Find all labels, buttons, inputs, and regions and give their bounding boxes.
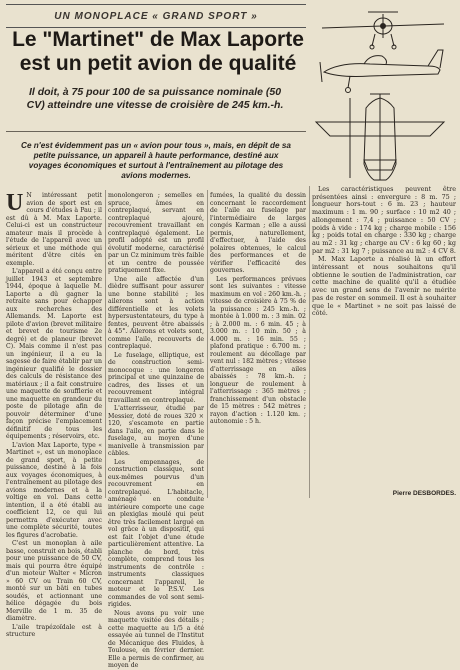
column-rule xyxy=(207,190,208,498)
article-column-4 xyxy=(312,186,456,488)
paragraph: C'est un monoplan à aile basse, construit en bois, établi pour une puissance de 50 CV, mais qui pourra être équipé d'un moteur Walter « Micron » 60 CV ou Train 60 CV, monté sur un bâti en tubes soudés, et actionnant une hélice dégagée du bois Merville de 1 m. 35 de diamètre. xyxy=(6,540,102,622)
article-column-1 xyxy=(6,190,102,638)
article-column-3 xyxy=(210,192,306,498)
paragraph: L'avion Max Laporte, type « Martinet », est un monoplace de grand sport, à petite puissance, destiné à la fois aux voyages économiques, à l'entraînement au pilotage des avions modernes et à la voltige en vol. Dans cette intention, il a été établi au coefficient 12, ce qui lui permettra d'exécuter avec une complète sécurité, toutes les figures d'acrobatie. xyxy=(6,441,102,539)
article-column-2 xyxy=(108,192,204,669)
paragraph: U N intéressant petit avion de sport est en cours d'études à Pau ; il est dû à M. Max Laporte. Celui-ci est un constructeur amateur mais il procède à l'étude de l'appareil avec un sérieux et une méthode qui méritent d'être cités en exemple. xyxy=(6,190,102,267)
column-rule xyxy=(105,190,106,498)
article-title xyxy=(8,28,308,76)
paragraph: monolongeron ; semelles en spruce, âmes en contreplaqué, servant en contreplaqué ajouré, recouvrement travaillant en contreplaqué également. Le profil adopté est un profil évolutif moderne, caractérisé par un Cz minimum très faible et un centre de poussée pratiquement fixe. xyxy=(108,192,204,274)
paragraph: L'aile trapézoïdale est à structure xyxy=(6,623,102,638)
section-header: UN MONOPLACE « GRAND SPORT » xyxy=(6,4,306,28)
paragraph: Le fuselage, elliptique, est de construction semi-monocoque : une longeron principal et une quinzaine de cadres, des lisses et un recouvrement intégral travaillant en contreplaqué. xyxy=(108,351,204,404)
author-signature: Pierre DESBORDES. xyxy=(392,490,456,497)
paragraph: fumées, la qualité du dessin concernant le raccordement de l'aile au fuselage par l'intermédiaire de larges congés Karman ; elle a aussi permis, naturellement, d'effectuer, à l'aide des polaires obtenues, le calcul des performances et de vérifier l'efficacité des gouvernes. xyxy=(210,192,306,274)
article-subtitle: Il doit, à 75 pour 100 de sa puissance nominale (50 CV) atteindre une vitesse de croisière de 245 km.-h. xyxy=(26,86,284,111)
paragraph: Une aile affectée d'un dièdre suffisant pour assurer une bonne stabilité ; les ailerons sont à action différentielle et les volets hypersustentateurs, du type à fentes, peuvent être abaissés à 45°. Ailerons et volets sont, comme l'aile, recouverts de contreplaqué. xyxy=(108,275,204,350)
drop-cap: U xyxy=(6,190,24,216)
title-line-1: Le "Martinet" de Max Laporte xyxy=(12,28,304,51)
airplane-three-view-icon xyxy=(310,4,456,184)
title-line-2: est un petit avion de qualité xyxy=(19,52,297,75)
column-rule xyxy=(309,186,310,498)
divider xyxy=(6,131,306,132)
paragraph: M. Max Laporte a réalisé là un effort intéressant et nous souhaitons qu'il obtienne le soutien de l'administration, car cette machine de qualité qu'il a étudiée avec un grand sens de l'avenir ne mérite pas de rester en sommeil. Il est à souhaiter que le « Martinet » ne soit pas laissé de côté. xyxy=(312,255,456,318)
paragraph: Les empennages, de construction classique, sont eux-mêmes pourvus d'un recouvrement en contreplaqué. L'habitacle, aménagé en conduite intérieure comporte une cage en plexiglas moulé qui peut être très facilement largué en vol grâce à un dispositif, qui est fait l'objet d'une étude particulièrement attentive. La planche de bord, très complète, comprend tous les instruments de contrôle : instruments classiques concernant l'appareil, le moteur et le P.S.V. Les commandes de vol sont semi-rigides. xyxy=(108,458,204,608)
paragraph: L'atterrisseur, étudié par Messier, doté de roues 320 × 120, s'escamote en partie dans l'aile, en partie dans le fuselage, au moyen d'une manivelle à transmission par câbles. xyxy=(108,405,204,457)
paragraph: L'appareil a été conçu entre juillet 1943 et septembre 1944, époque à laquelle M. Laporte a dû gagner la retraite sans pour échapper aux recherches des Allemands. M. Laporte est pilote d'avion (brevet militaire et brevet de tourisme 2e degré) et de planeur (brevet C). Mais comme il n'est pas un ingénieur, il a eu la sagesse de faire établir par un ingénieur qualifié le dossier des calculs de résistance des matériaux ; il a fait construire une maquette de soufflerie et une maquette en grandeur du poste de pilotage afin de pouvoir déterminer d'une façon précise l'emplacement définitif de tous les équipements ; réservoirs, etc. xyxy=(6,268,102,440)
article-intro: Ce n'est évidemment pas un « avion pour tous », mais, en dépit de sa petite puissance, un appareil à haute performance, destiné aux voyages économiques et surtout à l'entraînement au pilotage des avions modernes. xyxy=(21,141,291,180)
paragraph: Les performances prévues sont les suivantes : vitesse maximum en vol : 260 km.-h. ; vitesse de croisière à 75 % de la puissance : 245 km.-h. ; montée à 1.000 m. : 3 min. 02 ; à 2.000 m. : 6 min. 45 ; à 3.000 m. : 10 min. 50 ; à 4.000 m. : 16 min. 55 ; plafond pratique : 6.700 m. ; roulement au décollage par vent nul : 182 mètres ; vitesse d'atterrissage en ailes abaissés : 78 km.-h. ; longueur de roulement à l'atterrissage : 365 mètres ; franchissement d'un obstacle de 15 mètres : 542 mètres ; rayon d'action : 1.120 km. ; autonomie : 5 h. xyxy=(210,275,306,425)
paragraph: Les caractéristiques peuvent être présentées ainsi : envergure : 8 m. 75 ; longueur hors-tout : 6 m. 23 ; hauteur maximum : 1 m. 90 ; surface : 10 m2 40 ; allongement : 7,4 ; puissance : 50 CV ; poids à vide : 174 kg ; charge mobile : 156 kg ; poids total en charge : 330 kg ; charge au m2 : 31 kg ; charge au CV : 6 kg 60 ; kg par m2 : 31 kg 7 ; puissance au m2 : 4 CV 8. xyxy=(312,185,456,255)
paragraph: Nous avons pu voir une maquette visitée des détails ; cette maquette au 1/5 a été essayée au tunnel de l'Institut de Mécanique des Fluides, à Toulouse, en février dernier. Elle a permis de confirmer, au moyen de xyxy=(108,609,204,669)
